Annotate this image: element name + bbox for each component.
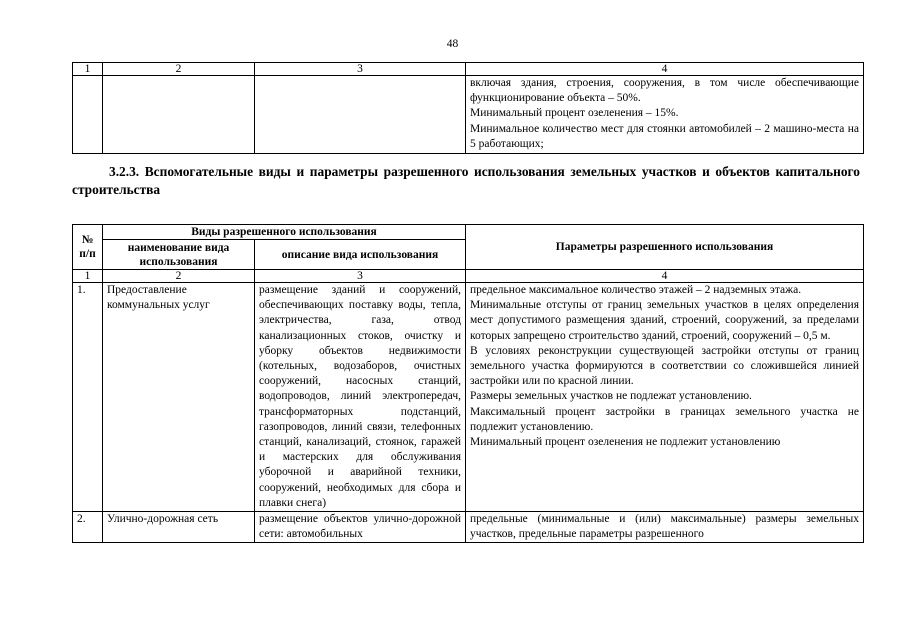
section-heading: 3.2.3. Вспомогательные виды и параметры разрешенного использования земельных участков и объектов капитального строительства <box>72 164 860 197</box>
header-description: описание вида использования <box>255 240 466 270</box>
param-line: предельные (минимальные и (или) максимальные) размеры земельных участков, предельные параметры разрешенного <box>470 513 859 541</box>
page-number: 48 <box>446 38 459 50</box>
col-number-1: 1 <box>73 63 103 76</box>
table-row <box>73 283 864 512</box>
header-types-group: Виды разрешенного использования <box>103 225 466 240</box>
param-line: Минимальный процент озеленения не подлежит установлению <box>470 436 781 449</box>
cell-num: 2. <box>73 512 103 543</box>
table-row <box>73 512 864 543</box>
col-number-4: 4 <box>466 270 864 283</box>
param-line: В условиях реконструкции существующей застройки отступы от границ земельного участка формируются в соответствии со сложившейся линией застройки или по красной линии. <box>470 344 859 388</box>
header-params: Параметры разрешенного использования <box>466 225 864 270</box>
col-number-3: 3 <box>255 63 466 76</box>
column-number-row <box>73 270 864 283</box>
param-line: Минимальное количество мест для стоянки автомобилей – 2 машино-места на 5 работающих; <box>470 122 859 150</box>
header-num: № п/п <box>73 225 103 270</box>
cell-description: размещение зданий и сооружений, обеспечивающих поставку воды, тепла, электричества, газа, отвод канализационных стоков, очистку и уборку объектов недвижимости (котельных, водозаборов, очистных сооружений, насосных станций, водопроводов, линий электропередач, трансформаторных подстанций, газопроводов, линий связи, телефонных станций, канализаций, стоянок, гаражей и мастерских для обслуживания уборочной и аварийной техники, сооружений, необходимых для сбора и плавки снега) <box>255 283 466 512</box>
header-name: наименование вида использования <box>103 240 255 270</box>
cell-num: 1. <box>73 283 103 512</box>
table-row <box>73 76 864 154</box>
cell-params <box>466 283 864 512</box>
permitted-use-table <box>72 224 864 543</box>
param-line: Размеры земельных участков не подлежат установлению. <box>470 390 752 403</box>
cell-params <box>466 76 864 154</box>
header-row-1 <box>73 225 864 240</box>
col-number-3: 3 <box>255 270 466 283</box>
cell-name <box>103 76 255 154</box>
cell-name: Улично-дорожная сеть <box>103 512 255 543</box>
cell-params <box>466 512 864 543</box>
param-line: включая здания, строения, сооружения, в том числе обеспечивающие функционирование объекта – 50%. <box>470 77 859 105</box>
cell-description <box>255 76 466 154</box>
col-number-1: 1 <box>73 270 103 283</box>
cell-name: Предоставление коммунальных услуг <box>103 283 255 512</box>
col-number-2: 2 <box>103 63 255 76</box>
param-line: Минимальный процент озеленения – 15%. <box>470 107 679 120</box>
column-number-row <box>73 63 864 76</box>
cell-num <box>73 76 103 154</box>
param-line: предельное максимальное количество этажей – 2 надземных этажа. <box>470 284 802 296</box>
col-number-2: 2 <box>103 270 255 283</box>
col-number-4: 4 <box>466 63 864 76</box>
param-line: Максимальный процент застройки в границах земельного участка не подлежит установлению. <box>470 405 859 433</box>
continuation-table <box>72 62 864 154</box>
param-line: Минимальные отступы от границ земельных участков в целях определения мест допустимого размещения зданий, строений, сооружений, за пределами которых запрещено строительство зданий, строений, сооружений – 0,5 м. <box>470 299 859 342</box>
cell-description: размещение объектов улично-дорожной сети: автомобильных <box>255 512 466 543</box>
